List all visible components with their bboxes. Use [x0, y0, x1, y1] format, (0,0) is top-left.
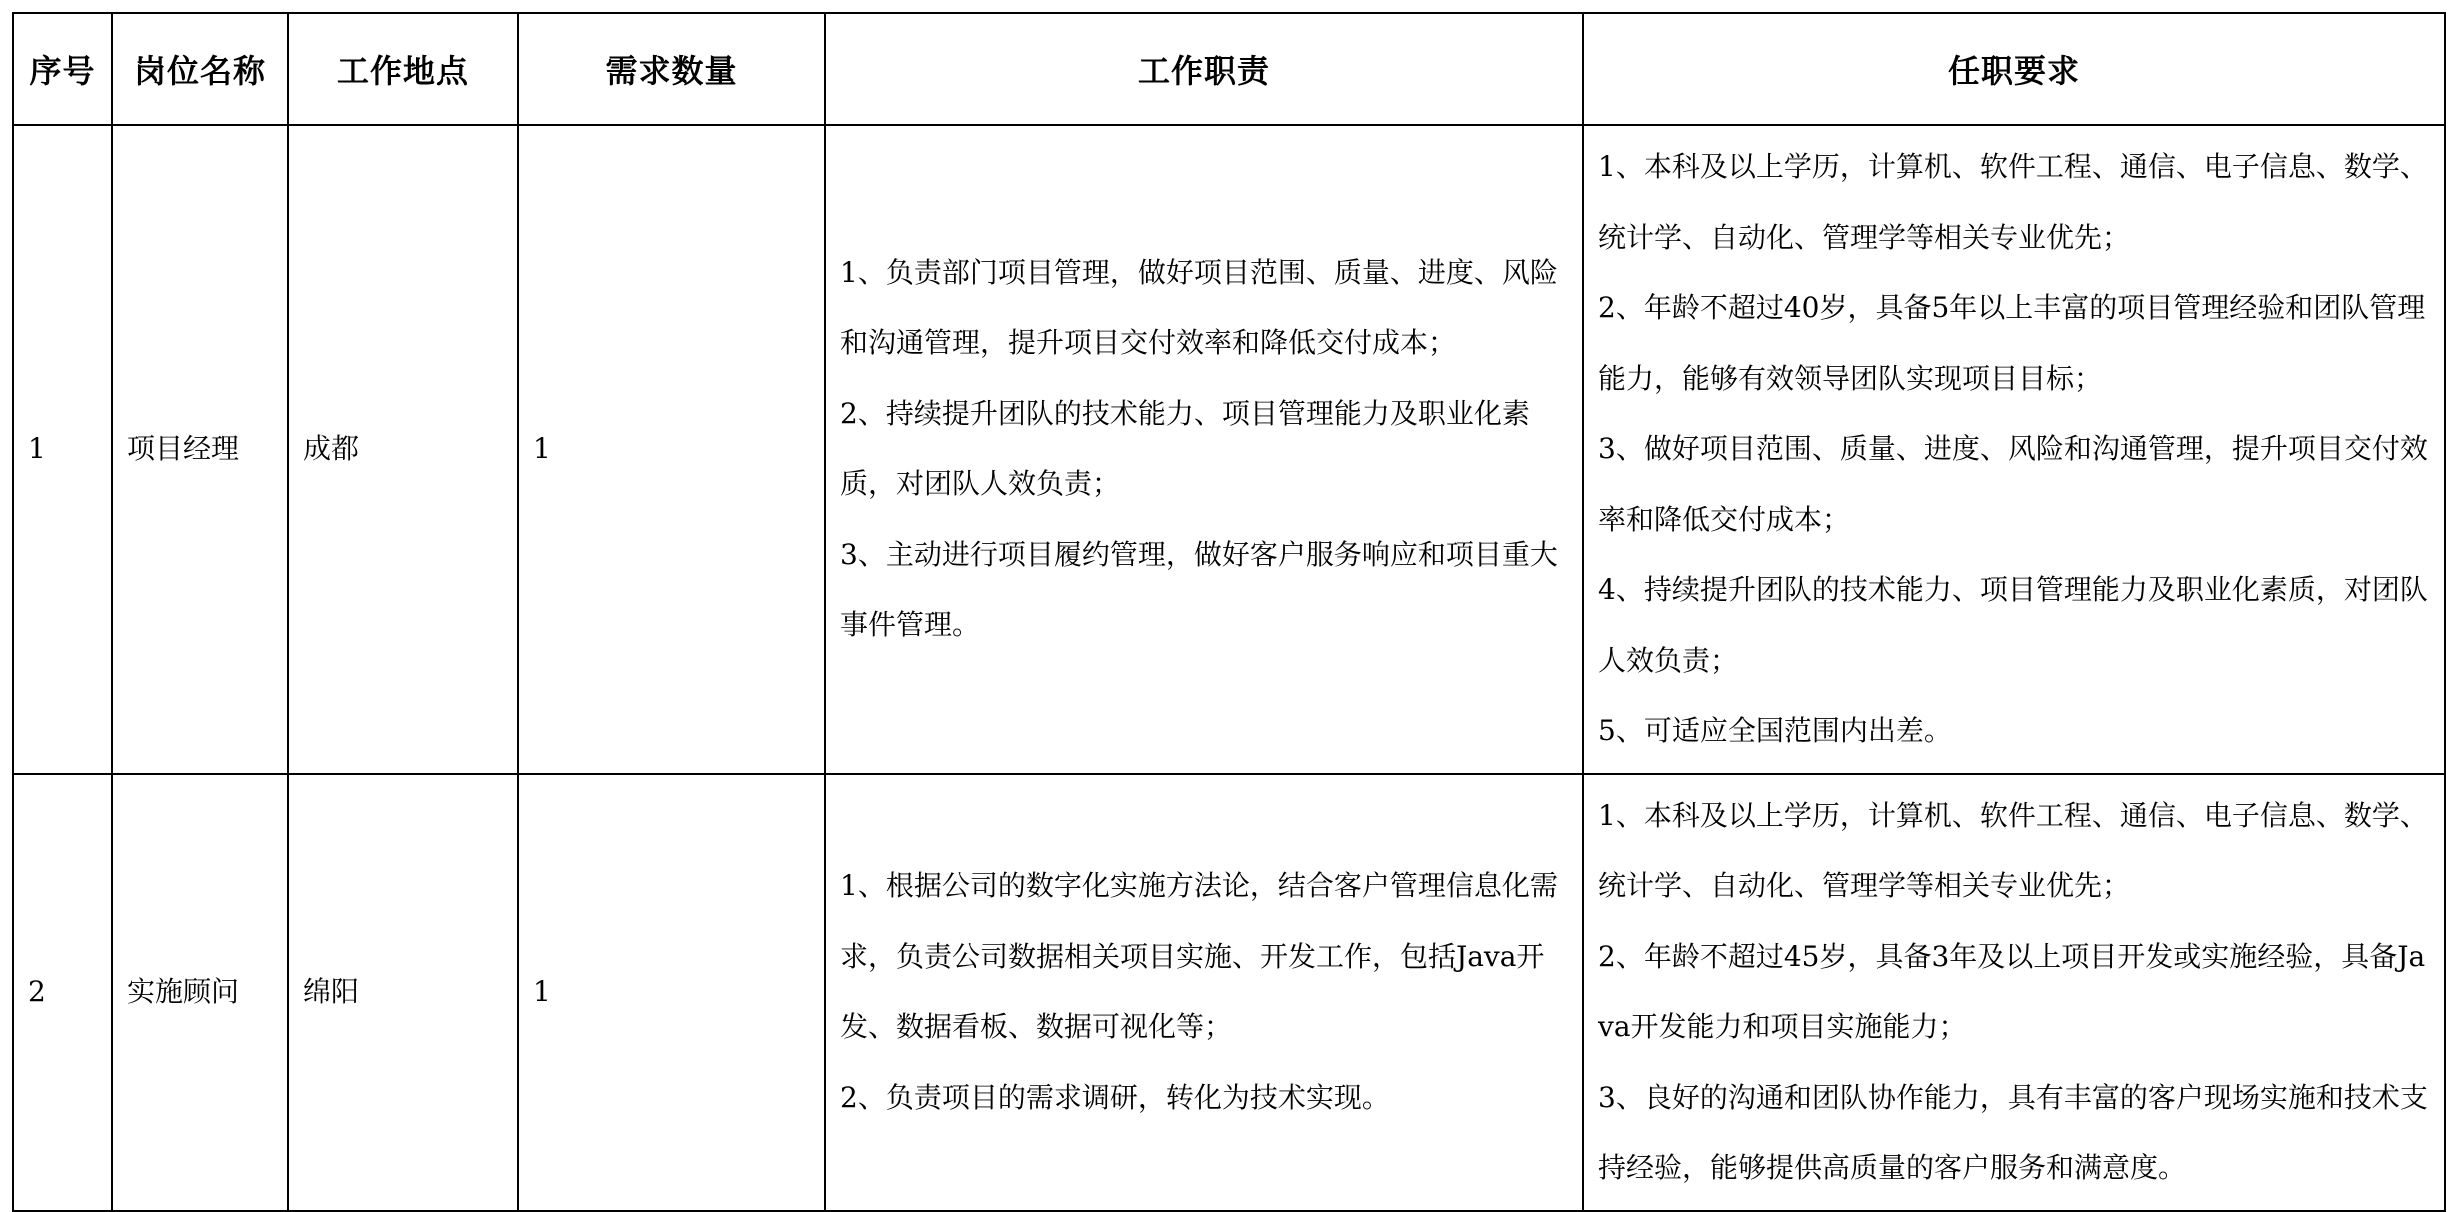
- header-duties: 工作职责: [825, 13, 1583, 125]
- position-value: 项目经理: [127, 432, 240, 466]
- table-header-row: [13, 13, 2445, 125]
- header-position: 岗位名称: [112, 13, 288, 125]
- cell-duties: [825, 774, 1583, 1211]
- requirement-item: 2、年龄不超过45岁，具备3年及以上项目开发或实施经验，具备Java开发能力和项目实施能力；: [1598, 939, 2426, 1043]
- requirement-item: 3、做好项目范围、质量、进度、风险和沟通管理，提升项目交付效率和降低交付成本；: [1598, 432, 2428, 536]
- count-value: 1: [533, 975, 551, 1008]
- cell-position: [112, 125, 288, 774]
- location-value: 绵阳: [303, 975, 360, 1008]
- cell-index: [13, 774, 112, 1211]
- cell-duties: [825, 125, 1583, 774]
- count-value: 1: [533, 432, 551, 466]
- table-row: [13, 125, 2445, 774]
- requirements-list: [1598, 781, 2430, 1204]
- requirements-list: [1598, 132, 2430, 767]
- cell-count: [518, 774, 825, 1211]
- duty-item: 1、根据公司的数字化实施方法论，结合客户管理信息化需求，负责公司数据相关项目实施、开发工作，包括Java开发、数据看板、数据可视化等；: [840, 869, 1558, 1043]
- cell-requirements: [1583, 125, 2445, 774]
- header-location: 工作地点: [288, 13, 518, 125]
- requirement-item: 1、本科及以上学历，计算机、软件工程、通信、电子信息、数学、统计学、自动化、管理学等相关专业优先；: [1598, 798, 2428, 902]
- table-row: [13, 774, 2445, 1211]
- duty-item: 1、负责部门项目管理，做好项目范围、质量、进度、风险和沟通管理，提升项目交付效率和降低交付成本；: [840, 255, 1558, 360]
- job-table-container: [12, 12, 2444, 1212]
- cell-index: [13, 125, 112, 774]
- header-count: 需求数量: [518, 13, 825, 125]
- requirement-item: 4、持续提升团队的技术能力、项目管理能力及职业化素质，对团队人效负责；: [1598, 573, 2428, 677]
- cell-location: [288, 774, 518, 1211]
- cell-count: [518, 125, 825, 774]
- requirement-item: 3、良好的沟通和团队协作能力，具有丰富的客户现场实施和技术支持经验，能够提供高质量的客户服务和满意度。: [1598, 1080, 2428, 1184]
- index-value: 1: [28, 432, 46, 466]
- cell-location: [288, 125, 518, 774]
- job-table: [12, 12, 2446, 1212]
- requirement-item: 5、可适应全国范围内出差。: [1598, 714, 1952, 747]
- duties-list: [840, 238, 1568, 661]
- cell-position: [112, 774, 288, 1211]
- location-value: 成都: [303, 432, 360, 466]
- cell-requirements: [1583, 774, 2445, 1211]
- requirement-item: 2、年龄不超过40岁，具备5年以上丰富的项目管理经验和团队管理能力，能够有效领导团队实现项目目标；: [1598, 291, 2426, 395]
- index-value: 2: [28, 975, 46, 1008]
- position-value: 实施顾问: [127, 975, 240, 1008]
- duty-item: 2、持续提升团队的技术能力、项目管理能力及职业化素质，对团队人效负责；: [840, 396, 1530, 501]
- duties-list: [840, 851, 1568, 1133]
- duty-item: 3、主动进行项目履约管理，做好客户服务响应和项目重大事件管理。: [840, 537, 1558, 642]
- header-requirements: 任职要求: [1583, 13, 2445, 125]
- duty-item: 2、负责项目的需求调研，转化为技术实现。: [840, 1080, 1390, 1114]
- requirement-item: 1、本科及以上学历，计算机、软件工程、通信、电子信息、数学、统计学、自动化、管理学等相关专业优先；: [1598, 150, 2428, 254]
- header-index: 序号: [13, 13, 112, 125]
